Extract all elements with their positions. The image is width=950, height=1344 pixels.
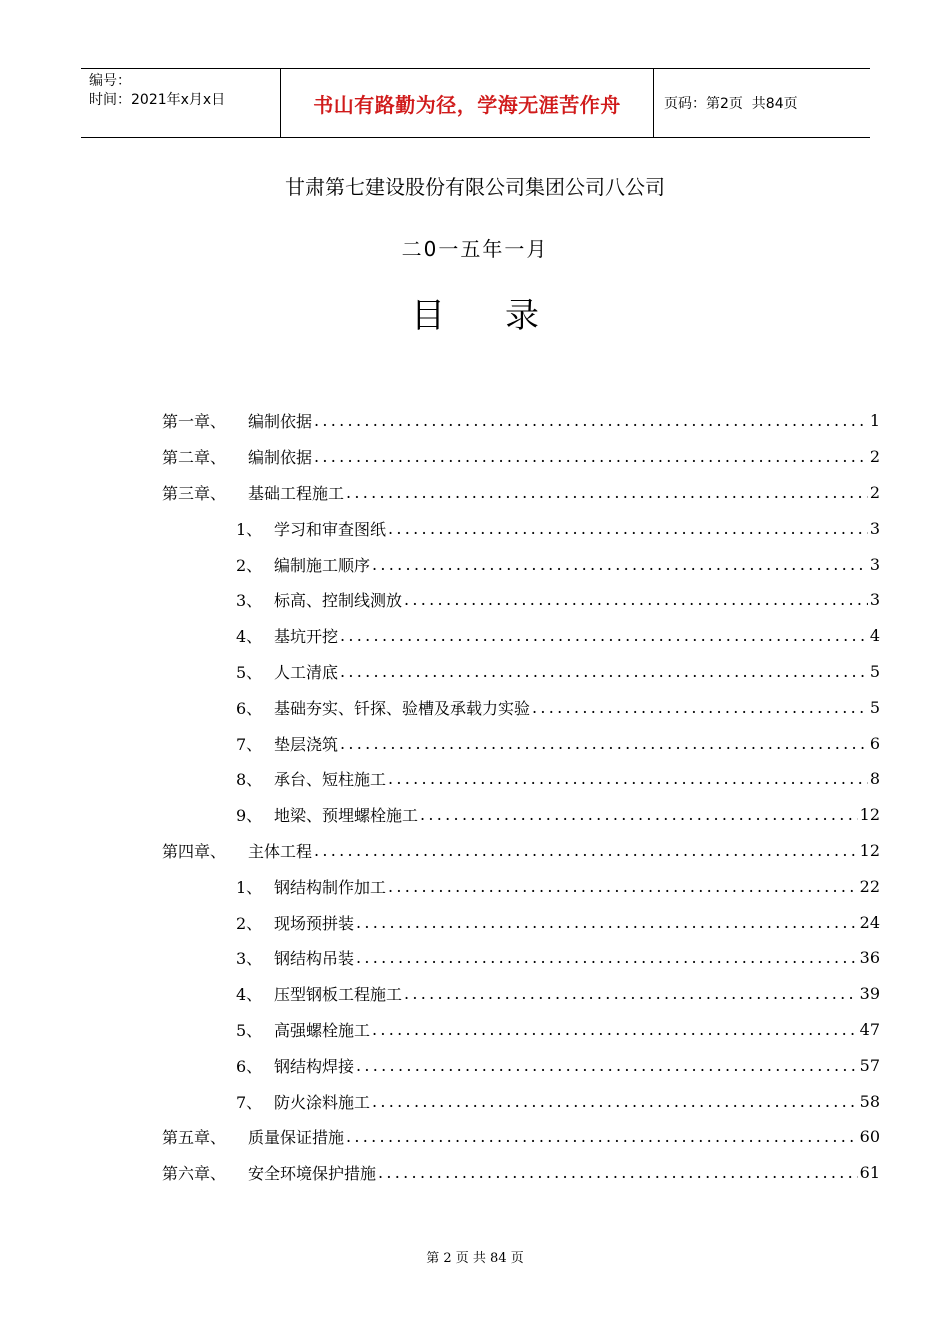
toc-dot-leader <box>388 769 868 788</box>
toc-entry-title: 基础夯实、钎探、验槽及承载力实验 <box>274 698 531 718</box>
toc-dot-leader <box>356 1056 858 1075</box>
toc-entry-title: 安全环境保护措施 <box>248 1164 377 1184</box>
toc-dot-leader <box>346 1127 858 1146</box>
toc-entry-title: 承台、短柱施工 <box>274 770 387 790</box>
toc-entry-number: 第六章、 <box>162 1164 227 1184</box>
toc-entry-number: 4、 <box>236 627 263 647</box>
toc-section-entry[interactable] <box>162 546 880 582</box>
toc-dot-leader <box>388 877 858 896</box>
toc-chapter-entry[interactable] <box>162 1119 880 1155</box>
toc-entry-page: 24 <box>859 912 880 932</box>
toc-section-entry[interactable] <box>162 1047 880 1083</box>
toc-chapter-entry[interactable] <box>162 475 880 511</box>
toc-entry-title: 标高、控制线测放 <box>274 591 403 611</box>
toc-section-entry[interactable] <box>162 1012 880 1048</box>
toc-entry-page: 36 <box>859 948 880 968</box>
toc-dot-leader <box>532 698 868 717</box>
toc-chapter-entry[interactable] <box>162 439 880 475</box>
toc-chapter-entry[interactable] <box>162 1155 880 1191</box>
toc-entry-page: 58 <box>859 1091 880 1111</box>
toc-entry-title: 编制依据 <box>248 448 313 468</box>
toc-entry-number: 1、 <box>236 877 263 897</box>
company-name: 甘肃第七建设股份有限公司集团公司八公司 <box>285 175 665 199</box>
toc-section-entry[interactable] <box>162 904 880 940</box>
toc-entry-title: 质量保证措施 <box>248 1128 345 1148</box>
toc-entry-number: 第三章、 <box>162 483 227 503</box>
toc-entry-title: 地梁、预埋螺栓施工 <box>274 806 419 826</box>
toc-entry-page: 12 <box>859 805 880 825</box>
toc-dot-leader <box>404 984 858 1003</box>
toc-title <box>0 288 950 337</box>
time-label: 时间：2021年x月x日 <box>89 92 226 108</box>
toc-section-entry[interactable] <box>162 725 880 761</box>
toc-entry-number: 5、 <box>236 662 263 682</box>
toc-entry-title: 编制施工顺序 <box>274 555 371 575</box>
toc-entry-page: 6 <box>869 733 880 753</box>
header-motto-cell <box>281 69 654 137</box>
toc-section-entry[interactable] <box>162 510 880 546</box>
toc-dot-leader <box>372 1020 858 1039</box>
page-footer <box>0 1247 950 1266</box>
toc-entry-page: 1 <box>869 411 880 431</box>
toc-entry-page: 12 <box>859 840 880 860</box>
toc-chapter-entry[interactable] <box>162 403 880 439</box>
toc-dot-leader <box>314 841 858 860</box>
toc-entry-title: 现场预拼装 <box>274 913 355 933</box>
toc-dot-leader <box>314 447 868 466</box>
toc-entry-page: 57 <box>859 1055 880 1075</box>
footer-page-number: 第 2 页 共 84 页 <box>426 1251 524 1266</box>
header-meta <box>81 69 281 137</box>
toc-entry-page: 60 <box>859 1127 880 1147</box>
toc-entry-page: 3 <box>869 554 880 574</box>
page-info: 页码：第2页 共84页 <box>664 96 798 112</box>
toc-entry-page: 2 <box>869 447 880 467</box>
toc-dot-leader <box>372 555 868 574</box>
motto: 书山有路勤为径，学海无涯苦作舟 <box>313 92 621 117</box>
toc-section-entry[interactable] <box>162 654 880 690</box>
toc-dot-leader <box>356 948 858 967</box>
toc-entry-title: 编制依据 <box>248 412 313 432</box>
toc-entry-page: 39 <box>859 984 880 1004</box>
toc-entry-number: 6、 <box>236 1056 263 1076</box>
toc-section-entry[interactable] <box>162 976 880 1012</box>
toc-entry-page: 3 <box>869 518 880 538</box>
toc-entry-page: 22 <box>859 876 880 896</box>
table-of-contents <box>162 403 880 1191</box>
toc-dot-leader <box>340 734 868 753</box>
toc-dot-leader <box>378 1163 858 1182</box>
toc-entry-number: 第四章、 <box>162 841 227 861</box>
toc-entry-page: 3 <box>869 590 880 610</box>
toc-entry-title: 钢结构吊装 <box>274 949 355 969</box>
toc-entry-title: 钢结构焊接 <box>274 1056 355 1076</box>
toc-entry-title: 压型钢板工程施工 <box>274 985 403 1005</box>
toc-entry-page: 61 <box>859 1163 880 1183</box>
toc-entry-title: 防火涂料施工 <box>274 1092 371 1112</box>
toc-section-entry[interactable] <box>162 940 880 976</box>
toc-entry-page: 5 <box>869 661 880 681</box>
toc-entry-number: 7、 <box>236 734 263 754</box>
toc-entry-number: 5、 <box>236 1020 263 1040</box>
toc-entry-page: 8 <box>869 769 880 789</box>
toc-entry-title: 人工清底 <box>274 662 339 682</box>
toc-title-char-1: 目 <box>411 296 445 336</box>
document-date: 二0一五年一月 <box>401 237 549 261</box>
toc-entry-page: 5 <box>869 697 880 717</box>
toc-entry-number: 8、 <box>236 770 263 790</box>
number-label: 编号： <box>89 73 131 89</box>
toc-entry-title: 垫层浇筑 <box>274 734 339 754</box>
toc-dot-leader <box>372 1092 858 1111</box>
toc-entry-page: 2 <box>869 482 880 502</box>
toc-entry-number: 2、 <box>236 913 263 933</box>
toc-entry-number: 第一章、 <box>162 412 227 432</box>
toc-entry-number: 6、 <box>236 698 263 718</box>
toc-entry-number: 第二章、 <box>162 448 227 468</box>
toc-entry-title: 钢结构制作加工 <box>274 877 387 897</box>
toc-entry-number: 7、 <box>236 1092 263 1112</box>
toc-entry-number: 3、 <box>236 591 263 611</box>
toc-section-entry[interactable] <box>162 582 880 618</box>
toc-section-entry[interactable] <box>162 868 880 904</box>
toc-entry-number: 2、 <box>236 555 263 575</box>
toc-entry-title: 高强螺栓施工 <box>274 1020 371 1040</box>
toc-chapter-entry[interactable] <box>162 833 880 869</box>
toc-dot-leader <box>346 483 868 502</box>
toc-dot-leader <box>356 913 858 932</box>
toc-entry-number: 第五章、 <box>162 1128 227 1148</box>
toc-entry-number: 4、 <box>236 985 263 1005</box>
toc-dot-leader <box>420 805 858 824</box>
toc-entry-number: 1、 <box>236 519 263 539</box>
toc-section-entry[interactable] <box>162 797 880 833</box>
toc-dot-leader <box>340 662 868 681</box>
toc-entry-title: 基坑开挖 <box>274 627 339 647</box>
toc-entry-page: 4 <box>869 626 880 646</box>
toc-dot-leader <box>314 411 868 430</box>
toc-entry-title: 基础工程施工 <box>248 483 345 503</box>
toc-dot-leader <box>404 590 868 609</box>
document-header <box>81 68 870 138</box>
header-page-cell <box>654 69 870 137</box>
toc-entry-number: 3、 <box>236 949 263 969</box>
toc-entry-title: 学习和审查图纸 <box>274 519 387 539</box>
toc-section-entry[interactable] <box>162 1083 880 1119</box>
toc-entry-number: 9、 <box>236 806 263 826</box>
toc-section-entry[interactable] <box>162 689 880 725</box>
toc-entry-title: 主体工程 <box>248 841 313 861</box>
toc-section-entry[interactable] <box>162 761 880 797</box>
toc-dot-leader <box>388 519 868 538</box>
toc-title-char-2: 录 <box>505 296 539 336</box>
toc-entry-page: 47 <box>859 1019 880 1039</box>
toc-section-entry[interactable] <box>162 618 880 654</box>
toc-dot-leader <box>340 626 868 645</box>
